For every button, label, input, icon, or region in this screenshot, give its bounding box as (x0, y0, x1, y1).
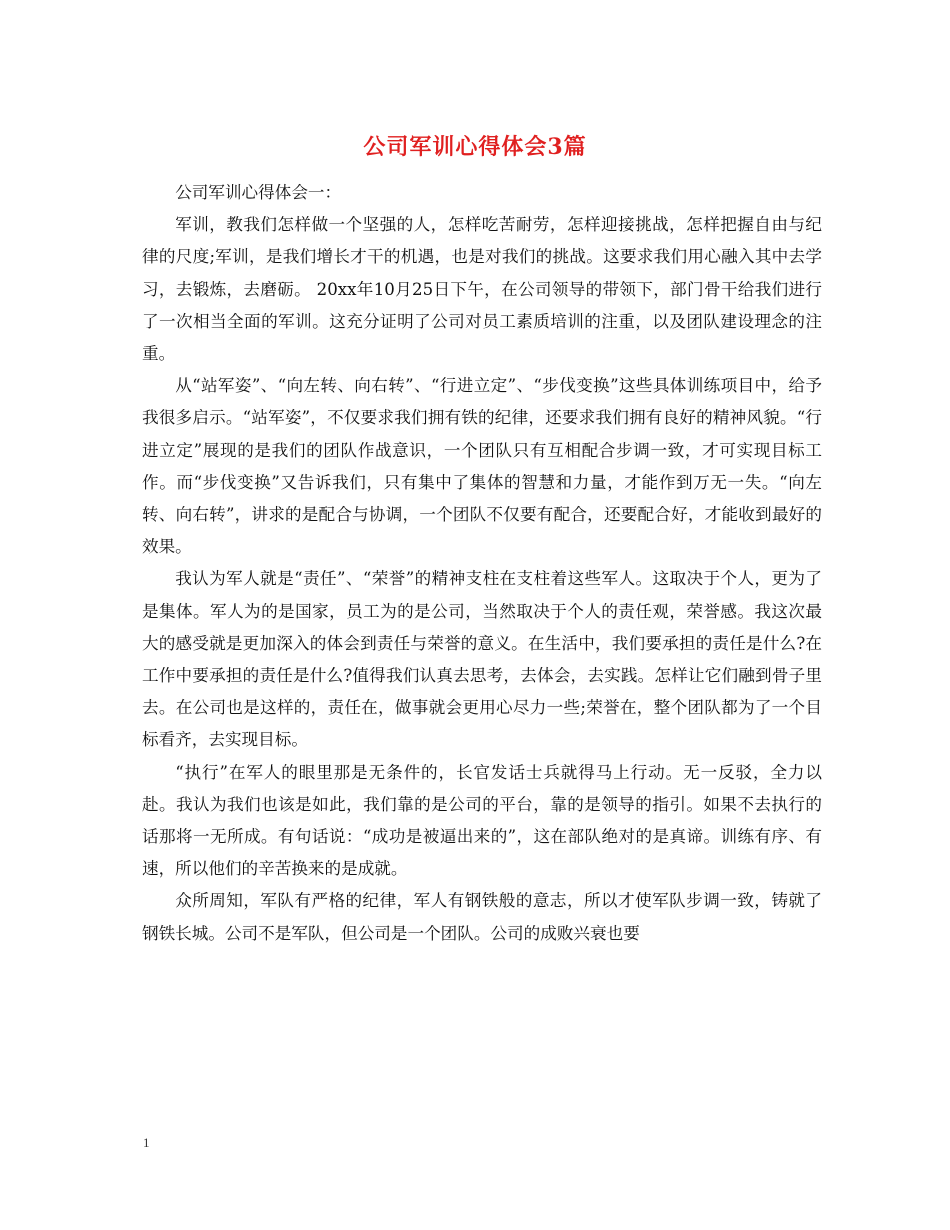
paragraph: 从“站军姿”、“向左转、向右转”、“行进立定”、“步伐变换”这些具体训练项目中，给予我很多启示。“站军姿”，不仅要求我们拥有铁的纪律，还要求我们拥有良好的精神风貌。“行进立定”展现的是我们的团队作战意识，一个团队只有互相配合步调一致，才可实现目标工作。而“步伐变换”又告诉我们，只有集中了集体的智慧和力量，才能作到万无一失。“向左转、向右转”，讲求的是配合与协调，一个团队不仅要有配合，还要配合好，才能收到最好的效果。 (142, 376, 822, 557)
paragraph: 军训，教我们怎样做一个坚强的人，怎样吃苦耐劳，怎样迎接挑战，怎样把握自由与纪律的尺度;军训，是我们增长才干的机遇，也是对我们的挑战。这要求我们用心融入其中去学习，去锻炼，去磨砺。 20xx年10月25日下午，在公司领导的带领下，部门骨干给我们进行了一次相当全面的军训。这充分证明了公司对员工素质培训的注重，以及团队建设理念的注重。 (142, 215, 822, 364)
paragraph: 众所周知，军队有严格的纪律，军人有钢铁般的意志，所以才使军队步调一致，铸就了钢铁长城。公司不是军队，但公司是一个团队。公司的成败兴衰也要 (142, 891, 822, 943)
document-title: 公司军训心得体会3篇 (363, 134, 587, 160)
paragraph-heading: 公司军训心得体会一： (175, 183, 342, 202)
paragraph: “执行”在军人的眼里那是无条件的，长官发话士兵就得马上行动。无一反驳，全力以赴。我认为我们也该是如此，我们靠的是公司的平台，靠的是领导的指引。如果不去执行的话那将一无所成。有句话说：“成功是被逼出来的”，这在部队绝对的是真谛。训练有序、有速，所以他们的辛苦换来的是成就。 (142, 762, 822, 879)
page-number: 1 (143, 1135, 150, 1150)
paragraph: 我认为军人就是“责任”、“荣誉”的精神支柱在支柱着这些军人。这取决于个人，更为了是集体。军人为的是国家，员工为的是公司，当然取决于个人的责任观，荣誉感。我这次最大的感受就是更加深入的体会到责任与荣誉的意义。在生活中，我们要承担的责任是什么?在工作中要承担的责任是什么?值得我们认真去思考，去体会，去实践。怎样让它们融到骨子里去。在公司也是这样的，责任在，做事就会更用心尽力一些;荣誉在，整个团队都为了一个目标看齐，去实现目标。 (142, 569, 822, 750)
document-body (142, 177, 822, 950)
